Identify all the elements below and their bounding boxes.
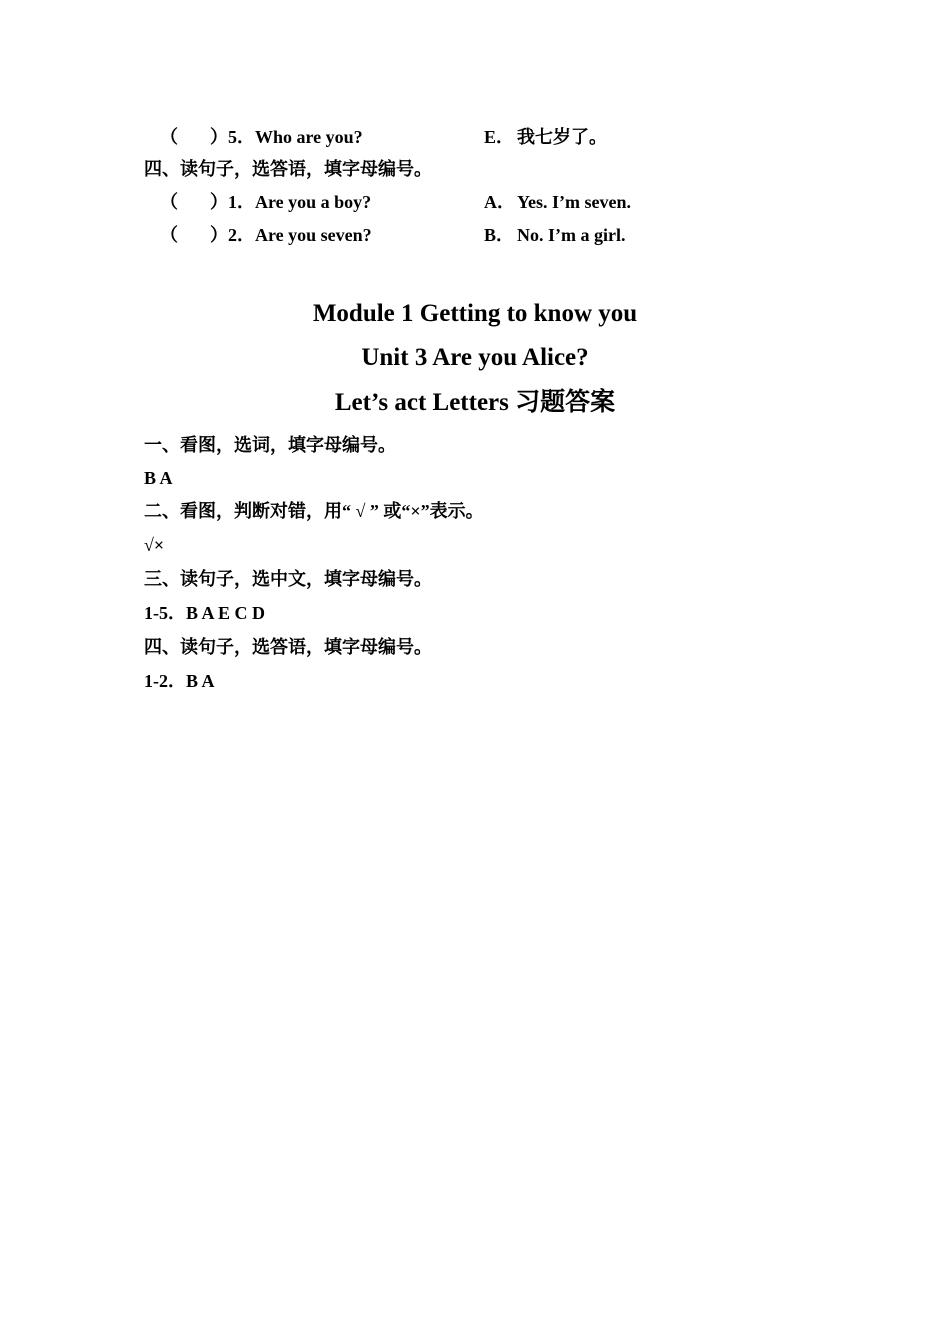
option-letter: A． bbox=[484, 192, 515, 212]
answer-blank-close: ） bbox=[210, 127, 228, 147]
answer-section-3-heading: 三、读句子，选中文，填字母编号。 bbox=[144, 569, 432, 589]
answer-section-3-answer: 1-5．B A E C D bbox=[144, 603, 266, 623]
option-a bbox=[484, 191, 631, 213]
answer-section-4-heading: 四、读句子，选答语，填字母编号。 bbox=[144, 637, 432, 657]
answer-section-2-heading: 二、看图，判断对错，用“ √ ” 或“×”表示。 bbox=[144, 501, 484, 521]
option-e bbox=[484, 126, 607, 148]
answer-blank-open: （ bbox=[160, 225, 178, 245]
answer-blank-close: ） bbox=[210, 192, 228, 212]
lesson-title: Let’s act Letters 习题答案 bbox=[334, 389, 616, 416]
answer-blank-open: （ bbox=[160, 127, 178, 147]
answer-blank-open: （ bbox=[160, 192, 178, 212]
option-text: No. I’m a girl. bbox=[517, 225, 626, 245]
section-4-question-1 bbox=[160, 191, 371, 213]
question-number: 1． bbox=[228, 192, 255, 212]
answer-section-1-answer: B A bbox=[144, 468, 173, 488]
question-number: 2． bbox=[228, 225, 255, 245]
answer-section-4-answer: 1-2．B A bbox=[144, 671, 215, 691]
module-title: Module 1 Getting to know you bbox=[312, 300, 638, 327]
answer-section-1-heading: 一、看图，选词，填字母编号。 bbox=[144, 435, 396, 455]
question-text: Are you a boy? bbox=[255, 192, 372, 212]
section-4-heading: 四、读句子，选答语，填字母编号。 bbox=[144, 159, 432, 179]
answer-section-2-answer: √× bbox=[144, 535, 165, 555]
unit-title: Unit 3 Are you Alice? bbox=[361, 344, 589, 371]
option-text: 我七岁了。 bbox=[517, 127, 607, 147]
question-text: Are you seven? bbox=[255, 225, 372, 245]
question-number: 5． bbox=[228, 127, 255, 147]
option-b bbox=[484, 224, 625, 246]
question-text: Who are you? bbox=[255, 127, 363, 147]
section-4-question-2 bbox=[160, 224, 372, 246]
option-letter: B． bbox=[484, 225, 515, 245]
question-5 bbox=[160, 126, 363, 148]
answer-blank-close: ） bbox=[210, 225, 228, 245]
option-letter: E． bbox=[484, 127, 515, 147]
option-text: Yes. I’m seven. bbox=[517, 192, 631, 212]
